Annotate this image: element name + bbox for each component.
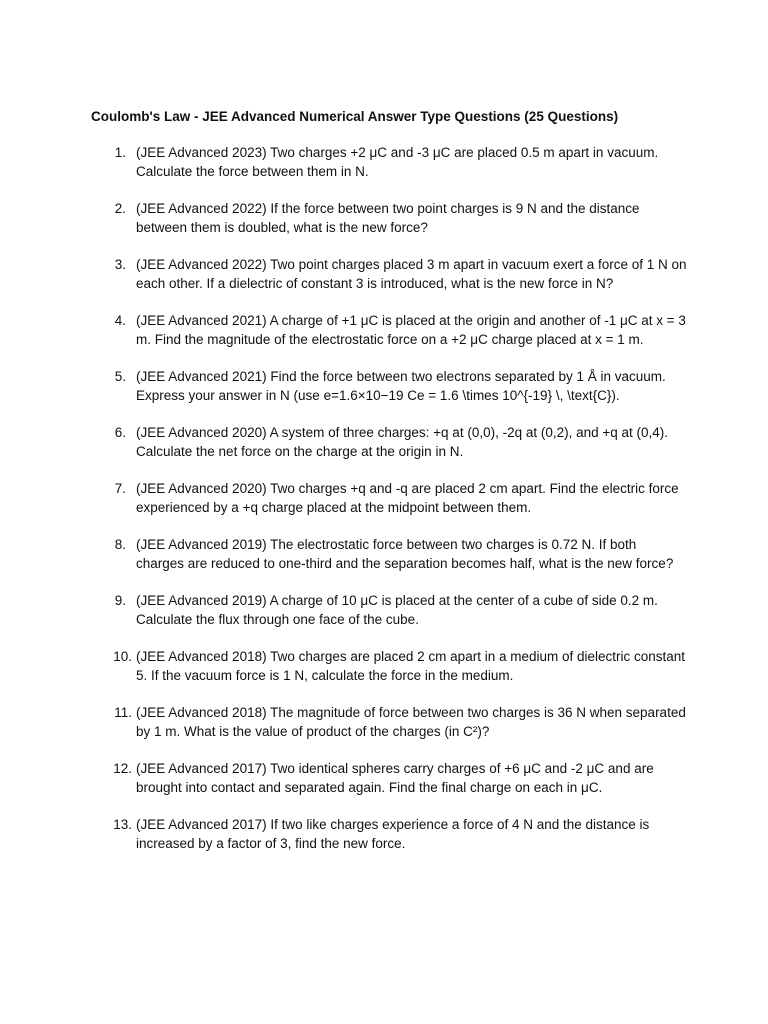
- question-item: [0, 703, 768, 741]
- question-item: [0, 479, 768, 517]
- question-item: [0, 255, 768, 293]
- question-item: [0, 815, 768, 853]
- question-number: 4.: [114, 313, 126, 328]
- question-item: [0, 199, 768, 237]
- document-title: Coulomb's Law - JEE Advanced Numerical Answer Type Questions (25 Questions): [91, 109, 619, 124]
- question-item: [0, 647, 768, 685]
- question-item: [0, 367, 768, 405]
- question-number: 10.: [113, 649, 132, 664]
- question-number: 8.: [114, 537, 126, 552]
- question-text: (JEE Advanced 2017) Two identical spheres carry charges of +6 μC and -2 μC and are brought into contact and separated again. Find the final charge on each in μC.: [136, 761, 654, 795]
- question-text: (JEE Advanced 2021) Find the force between two electrons separated by 1 Å in vacuum. Express your answer in N (use e=1.6×10−19 Ce = 1.6 \times 10^{-19} \, \text{C}).: [136, 369, 666, 403]
- question-number: 11.: [114, 705, 132, 720]
- question-text: (JEE Advanced 2022) If the force between two point charges is 9 N and the distance between them is doubled, what is the new force?: [136, 201, 640, 235]
- question-text: (JEE Advanced 2023) Two charges +2 μC and -3 μC are placed 0.5 m apart in vacuum. Calculate the force between them in N.: [136, 145, 659, 179]
- question-number: 6.: [114, 425, 126, 440]
- question-text: (JEE Advanced 2021) A charge of +1 μC is placed at the origin and another of -1 μC at x = 3 m. Find the magnitude of the electrostatic force on a +2 μC charge placed at x = 1 m.: [136, 313, 686, 347]
- question-text: (JEE Advanced 2018) The magnitude of force between two charges is 36 N when separated by 1 m. What is the value of product of the charges (in C²)?: [136, 705, 686, 739]
- question-item: [0, 535, 768, 573]
- question-list: [0, 143, 768, 853]
- question-item: [0, 423, 768, 461]
- question-text: (JEE Advanced 2018) Two charges are placed 2 cm apart in a medium of dielectric constant 5. If the vacuum force is 1 N, calculate the force in the medium.: [136, 649, 686, 683]
- question-number: 1.: [114, 145, 126, 160]
- question-text: (JEE Advanced 2017) If two like charges experience a force of 4 N and the distance is increased by a factor of 3, find the new force.: [136, 817, 650, 851]
- question-number: 13.: [113, 817, 132, 832]
- question-text: (JEE Advanced 2019) The electrostatic force between two charges is 0.72 N. If both charges are reduced to one-third and the separation becomes half, what is the new force?: [136, 537, 674, 571]
- question-text: (JEE Advanced 2022) Two point charges placed 3 m apart in vacuum exert a force of 1 N on each other. If a dielectric of constant 3 is introduced, what is the new force in N?: [136, 257, 687, 291]
- question-number: 7.: [114, 481, 126, 496]
- question-number: 5.: [114, 369, 126, 384]
- question-text: (JEE Advanced 2019) A charge of 10 μC is placed at the center of a cube of side 0.2 m. Calculate the flux through one face of the cube.: [136, 593, 658, 627]
- question-item: [0, 311, 768, 349]
- question-number: 2.: [114, 201, 126, 216]
- question-text: (JEE Advanced 2020) Two charges +q and -q are placed 2 cm apart. Find the electric force experienced by a +q charge placed at the midpoint between them.: [136, 481, 679, 515]
- question-item: [0, 591, 768, 629]
- question-number: 9.: [114, 593, 126, 608]
- question-number: 3.: [114, 257, 126, 272]
- question-text: (JEE Advanced 2020) A system of three charges: +q at (0,0), -2q at (0,2), and +q at (0,4). Calculate the net force on the charge at the origin in N.: [136, 425, 669, 459]
- question-item: [0, 759, 768, 797]
- question-item: [0, 143, 768, 181]
- question-number: 12.: [113, 761, 132, 776]
